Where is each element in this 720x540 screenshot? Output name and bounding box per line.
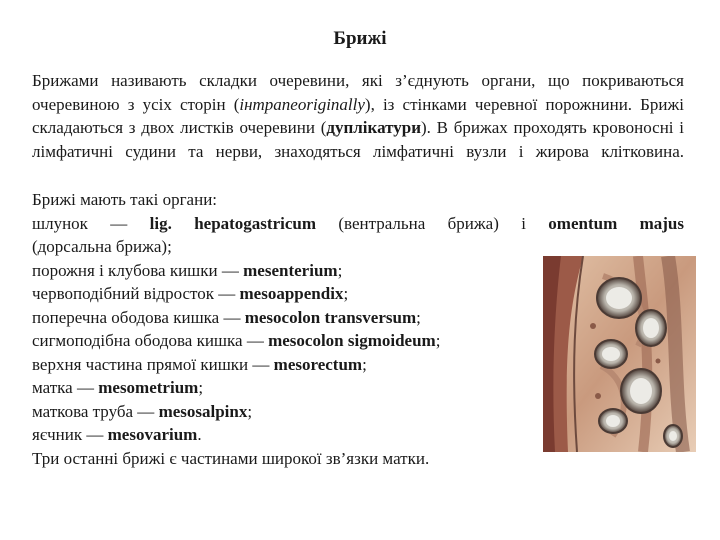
item-suffix: ; <box>435 331 441 350</box>
item-suffix: ; <box>198 378 204 397</box>
item-suffix: ; <box>247 401 253 421</box>
page-title: Брижі <box>333 28 387 49</box>
stomach-line <box>32 212 684 236</box>
item-latin: mesorectum <box>273 354 363 374</box>
item-latin: mesometrium <box>98 378 199 397</box>
item-prefix: порожня і клубова кишки — <box>32 260 244 280</box>
item-prefix: сигмоподібна ободова кишка — <box>32 331 269 350</box>
intro-italic-term: інтрапеoriginally <box>239 94 365 114</box>
intro-text-1: Брижами називають складки очеревини, які з’єднують органи, що покриваються очеревиною з усіх сторін ( <box>32 71 684 114</box>
item-suffix: ; <box>337 260 343 280</box>
item-latin: mesocolon sigmoideum <box>268 331 436 350</box>
item-suffix: ; <box>343 284 349 303</box>
item-suffix: ; <box>362 354 367 374</box>
item-suffix: ; <box>416 307 421 327</box>
stomach-lig: lig. hepatogastricum <box>149 213 317 233</box>
item-prefix: маткова труба — <box>32 401 159 421</box>
item-latin: mesocolon transversum <box>244 307 417 327</box>
intro-text-3: ). В брижах проходять кровоносні і лімфатичні судини та нерви, знаходяться лімфатичні вузли і жирова клітковина. <box>32 118 684 161</box>
stomach-prefix: шлунок — <box>32 213 150 233</box>
item-prefix: матка — <box>32 378 99 397</box>
item-latin: mesovarium <box>107 425 198 444</box>
organs-heading: Брижі мають такі органи: <box>32 190 218 209</box>
intro-bold-term: дуплікатури <box>326 118 422 137</box>
intro-paragraph <box>32 69 684 163</box>
closing-line: Три останні брижі є частинами широкої зв’язки матки. <box>32 448 430 468</box>
item-prefix: червоподібний відросток — <box>32 284 240 303</box>
item-suffix: . <box>197 425 202 444</box>
stomach-mid: (вентральна брижа) і <box>316 213 549 233</box>
item-prefix: яєчник — <box>32 425 108 444</box>
item-latin: mesoappendix <box>239 284 344 303</box>
intro-text-2: ), із стінками черевної порожнини. Брижі складаються з двох листків очеревини ( <box>32 94 684 137</box>
stomach-omentum: omentum majus <box>548 213 684 233</box>
item-latin: mesosalpinx <box>158 401 248 421</box>
item-prefix: верхня частина прямої кишки — <box>32 354 274 374</box>
mesentery-illustration <box>543 256 696 452</box>
anatomy-drawing <box>543 256 696 452</box>
item-prefix: поперечна ободова кишка — <box>32 307 245 327</box>
item-latin: mesenterium <box>243 260 338 280</box>
stomach-suffix: (дорсальна брижа); <box>32 237 172 256</box>
